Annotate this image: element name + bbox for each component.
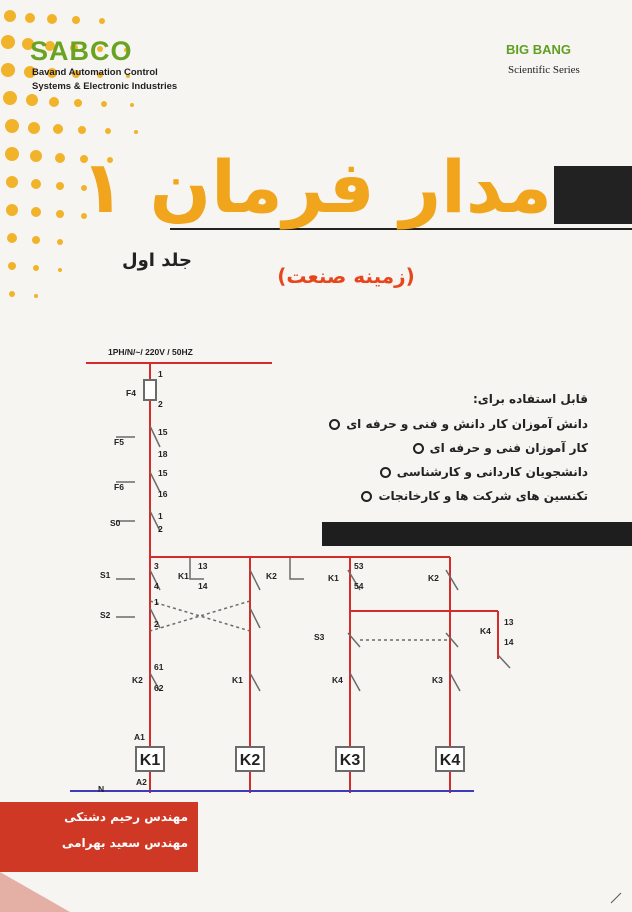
terminal-label: 1 [154, 597, 159, 607]
terminal-label: 2 [158, 524, 163, 534]
terminal-label: 13 [504, 617, 514, 627]
terminal-label: 4 [154, 581, 159, 591]
contact-label: K1 [232, 675, 243, 685]
terminal-label: A2 [136, 777, 147, 787]
terminal-label: 53 [354, 561, 364, 571]
series-label: Scientific Series [508, 64, 580, 76]
contact-label: K4 [480, 626, 491, 636]
coil-label: K1 [139, 752, 161, 769]
author-name: مهندس رحیم دشتکی [64, 810, 188, 824]
book-subtitle: (زمینه صنعت) [277, 264, 415, 288]
terminal-label: 18 [158, 449, 168, 459]
usage-item-text: دانش آموزان کار دانش و فنی و حرفه ای [346, 417, 588, 431]
switch-f5-label: F5 [114, 437, 124, 447]
terminal-label: 14 [504, 637, 514, 647]
switch-s1-label: S1 [100, 570, 111, 580]
terminal-label: 1 [158, 511, 163, 521]
contact-label: K2 [266, 571, 277, 581]
contact-label: K1 [178, 571, 189, 581]
supply-label: 1PH/N/~/ 220V / 50HZ [108, 347, 193, 357]
contact-label: K2 [428, 573, 439, 583]
book-title: مدار فرمان ۱ [80, 145, 552, 229]
terminal-label: 2 [158, 399, 163, 409]
terminal-label: 13 [198, 561, 208, 571]
publisher-line-1: Bavand Automation Control [32, 67, 158, 78]
terminal-label: 15 [158, 427, 168, 437]
terminal-label: 62 [154, 683, 164, 693]
contact-label: K1 [328, 573, 339, 583]
series-brand: BIG BANG [506, 42, 571, 57]
coil-label: K3 [339, 752, 361, 769]
switch-s0-label: S0 [110, 518, 121, 528]
terminal-label: 61 [154, 662, 164, 672]
contact-label: K2 [132, 675, 143, 685]
terminal-label: 1 [158, 369, 163, 379]
terminal-label: A1 [134, 732, 145, 742]
contact-label: K4 [332, 675, 343, 685]
title-black-bar [554, 166, 632, 224]
terminal-label: 2 [154, 619, 159, 629]
switch-s2-label: S2 [100, 610, 111, 620]
author-name: مهندس سعید بهرامی [61, 836, 188, 850]
publisher-subtitle [32, 66, 177, 94]
terminal-label: 16 [158, 489, 168, 499]
usage-item-text: تکنسین های شرکت ها و کارخانجات [378, 489, 588, 503]
usage-item-text: کار آموزان فنی و حرفه ای [429, 441, 588, 455]
fuse-label: F4 [126, 388, 136, 398]
terminal-label: 15 [158, 468, 168, 478]
corner-mark-icon [610, 892, 622, 904]
contact-label: K3 [432, 675, 443, 685]
neutral-label: N [98, 784, 105, 794]
usage-item-text: دانشجویان کاردانی و کارشناسی [396, 465, 588, 479]
footer-decoration [0, 872, 120, 912]
terminal-label: 14 [198, 581, 208, 591]
control-circuit-diagram [0, 335, 632, 805]
terminal-label: 3 [154, 561, 159, 571]
coil-label: K2 [239, 752, 261, 769]
terminal-label: 54 [354, 581, 364, 591]
book-volume: جلد اول [122, 250, 192, 271]
coil-label: K4 [439, 752, 461, 769]
publisher-logo: SABCO [30, 36, 133, 66]
switch-s3-label: S3 [314, 632, 325, 642]
switch-f6-label: F6 [114, 482, 124, 492]
usage-title: قابل استفاده برای: [472, 392, 588, 406]
publisher-line-2: Systems & Electronic Industries [32, 81, 178, 92]
